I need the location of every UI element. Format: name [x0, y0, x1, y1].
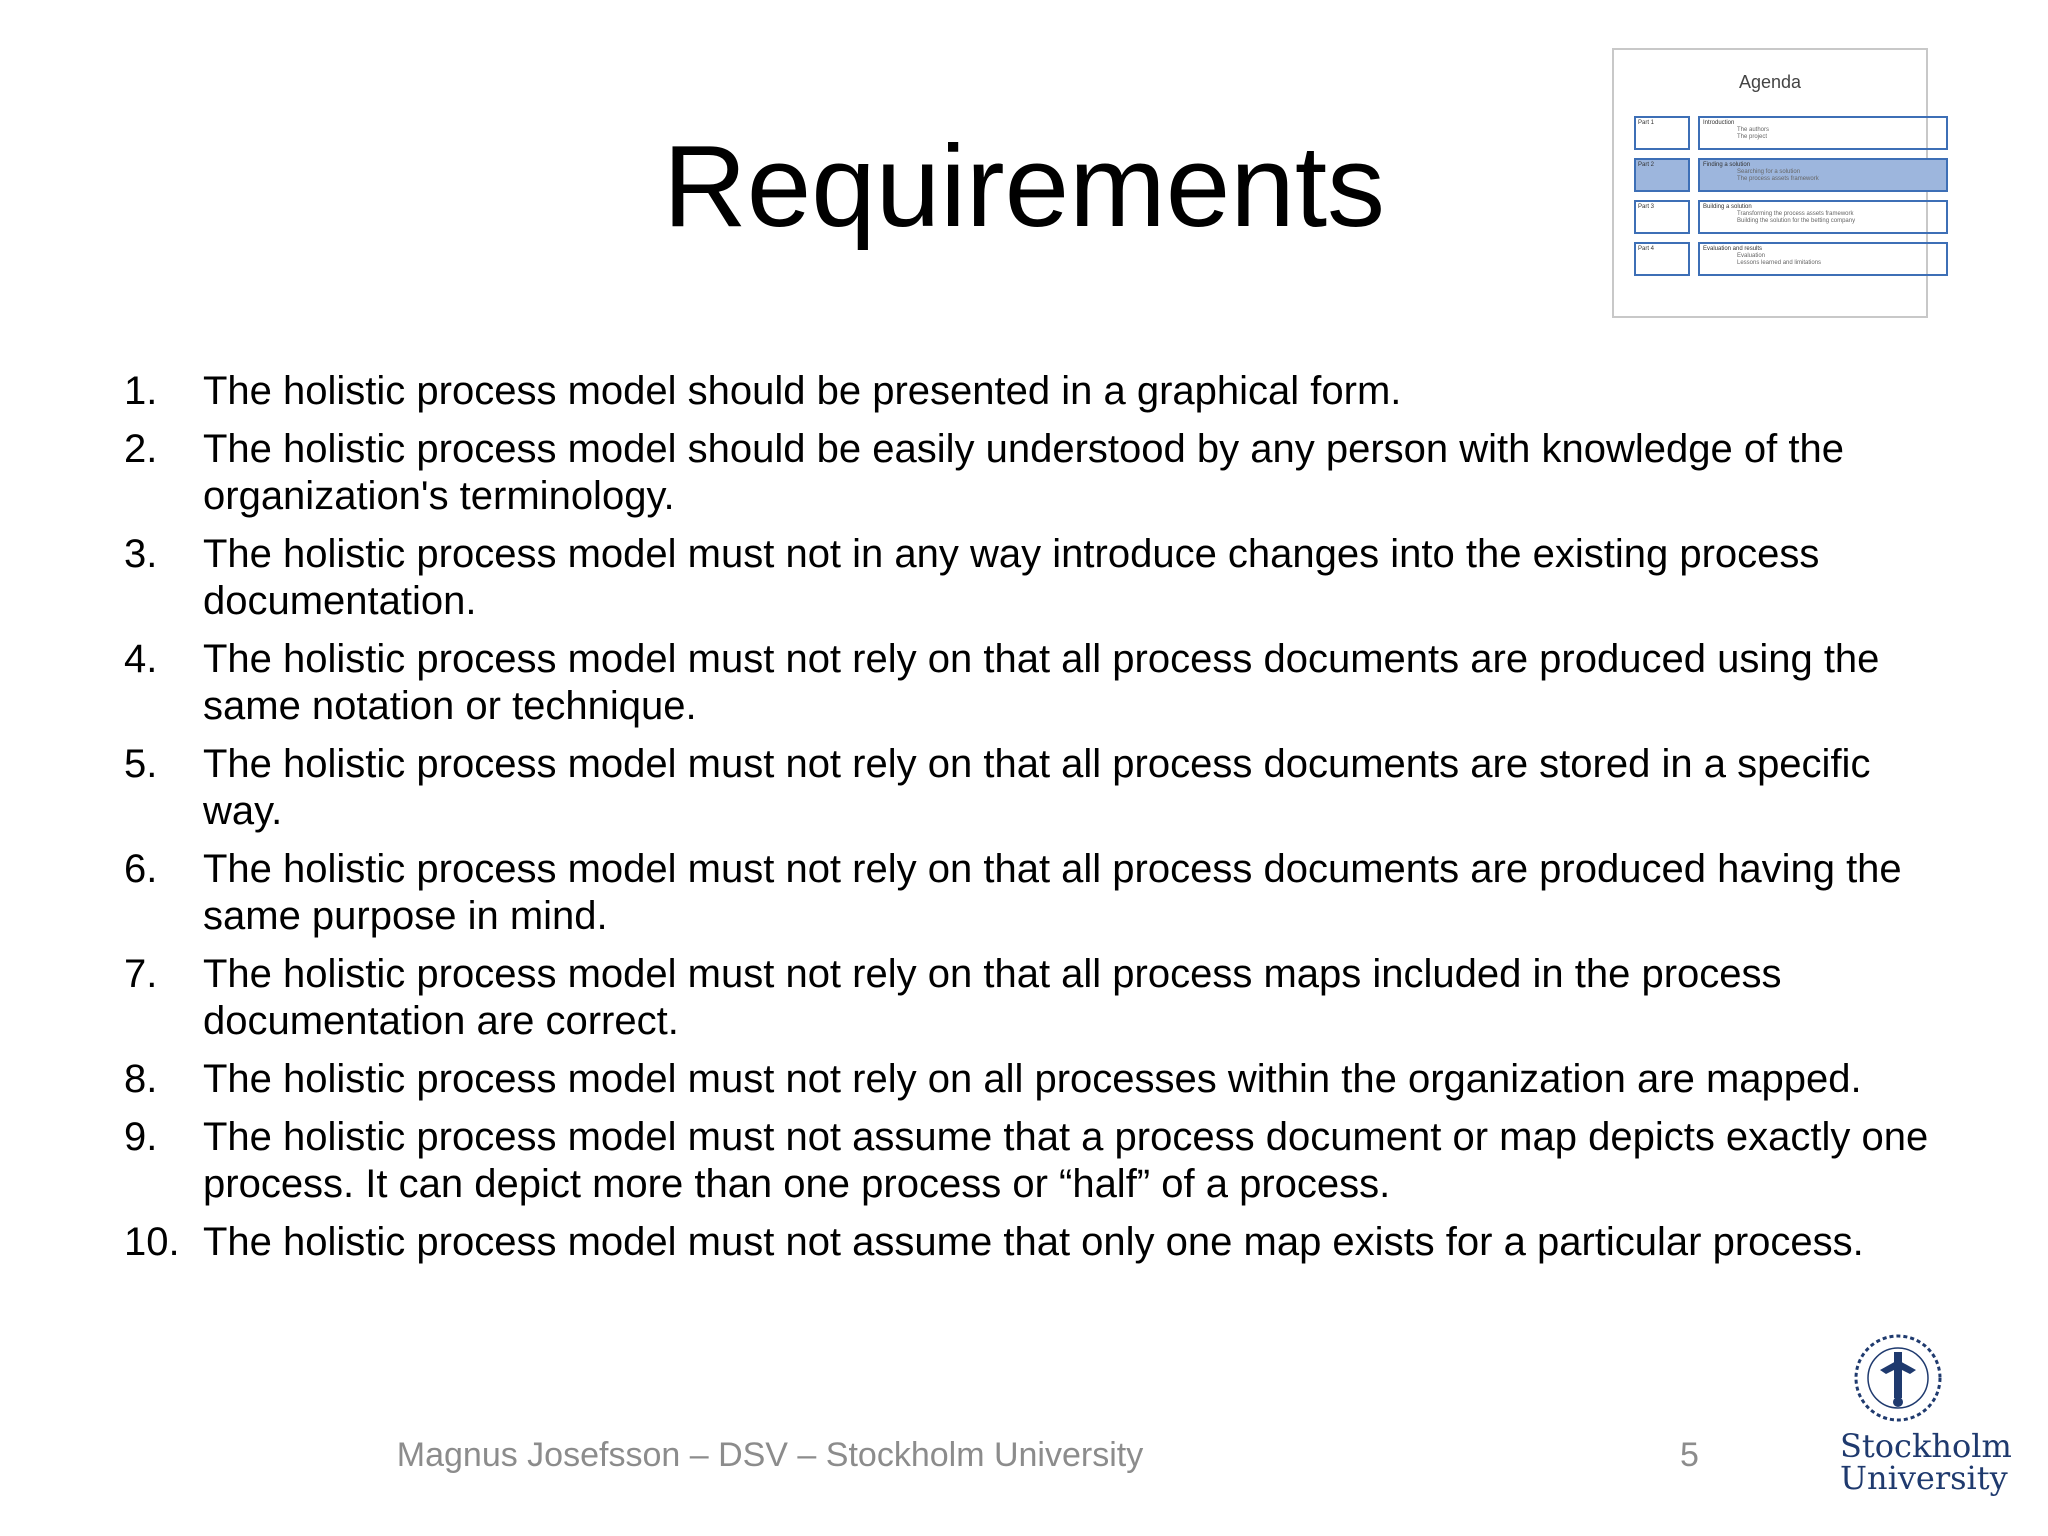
agenda-row-item: Lessons learned and limitations	[1737, 260, 1822, 266]
requirement-item	[124, 531, 1944, 625]
requirement-number: 8.	[124, 1057, 158, 1101]
requirement-item	[124, 1219, 1944, 1266]
stockholm-university-logo	[1840, 1330, 2020, 1500]
requirement-number: 1.	[124, 369, 158, 413]
page-number: 5	[1680, 1436, 1699, 1474]
requirement-number: 9.	[124, 1115, 158, 1159]
agenda-row-heading: Introduction	[1703, 120, 1735, 126]
agenda-row-item: Transforming the process assets framework	[1737, 211, 1854, 217]
requirement-number: 6.	[124, 847, 158, 891]
agenda-row-item: Searching for a solution	[1737, 169, 1801, 175]
requirement-item	[124, 636, 1944, 730]
agenda-row-item: The authors	[1737, 127, 1770, 133]
requirement-number: 5.	[124, 742, 158, 786]
requirement-number: 2.	[124, 427, 158, 471]
university-seal-icon	[1840, 1330, 2020, 1430]
requirement-text: The holistic process model must not rely on that all process documents are stored in a specific way.	[203, 742, 1871, 833]
logo-text-line: Stockholm	[1840, 1427, 2012, 1465]
agenda-row-description	[1698, 200, 1948, 234]
agenda-row	[1634, 242, 1950, 278]
agenda-row-description	[1698, 116, 1948, 150]
agenda-thumbnail	[1612, 48, 1928, 318]
requirement-text: The holistic process model must not rely on that all process documents are produced having the same purpose in mind.	[203, 847, 1902, 938]
agenda-title: Agenda	[1738, 72, 1802, 92]
agenda-row-description	[1698, 158, 1948, 192]
requirement-number: 10.	[124, 1220, 180, 1264]
agenda-row-description	[1698, 242, 1948, 276]
requirement-number: 3.	[124, 532, 158, 576]
logo-text	[1840, 1427, 2020, 1497]
agenda-row-heading: Building a solution	[1703, 204, 1752, 210]
agenda-row-item: The process assets framework	[1737, 176, 1819, 182]
requirement-number: 4.	[124, 637, 158, 681]
requirement-text: The holistic process model must not assume that only one map exists for a particular process.	[203, 1220, 1864, 1264]
agenda-part-label: Part 3	[1634, 200, 1690, 234]
agenda-row-heading: Evaluation and results	[1703, 246, 1763, 252]
requirement-number: 7.	[124, 952, 158, 996]
requirement-text: The holistic process model must not rely on that all process documents are produced using the same notation or technique.	[203, 637, 1880, 728]
requirement-text: The holistic process model must not rely on all processes within the organization are mapped.	[203, 1057, 1862, 1101]
requirement-item	[124, 1056, 1944, 1103]
requirement-text: The holistic process model must not assume that a process document or map depicts exactly one process. It can depict more than one process or “half” of a process.	[203, 1115, 1929, 1206]
logo-text-line: University	[1840, 1459, 2008, 1497]
requirement-text: The holistic process model should be easily understood by any person with knowledge of the organization's terminology.	[203, 427, 1844, 518]
requirement-item	[124, 426, 1944, 520]
requirement-text: The holistic process model must not in any way introduce changes into the existing process documentation.	[203, 532, 1820, 623]
requirement-item	[124, 951, 1944, 1045]
agenda-row-item: Evaluation	[1737, 253, 1766, 259]
slide-title: Requirements	[662, 121, 1386, 251]
requirement-item	[124, 846, 1944, 940]
agenda-row-heading: Finding a solution	[1703, 162, 1751, 168]
requirements-list	[124, 368, 1944, 1277]
agenda-row	[1634, 116, 1950, 152]
slide-footer: Magnus Josefsson – DSV – Stockholm University	[396, 1436, 1144, 1474]
agenda-row	[1634, 200, 1950, 236]
requirement-item	[124, 368, 1944, 415]
agenda-part-label: Part 2	[1634, 158, 1690, 192]
agenda-row-active	[1634, 158, 1950, 194]
requirement-text: The holistic process model should be presented in a graphical form.	[203, 369, 1402, 413]
requirement-text: The holistic process model must not rely on that all process maps included in the process documentation are correct.	[203, 952, 1782, 1043]
requirement-item	[124, 741, 1944, 835]
agenda-row-item: Building the solution for the betting company	[1737, 218, 1856, 224]
requirement-item	[124, 1114, 1944, 1208]
agenda-row-item: The project	[1737, 134, 1768, 140]
agenda-part-label: Part 1	[1634, 116, 1690, 150]
agenda-part-label: Part 4	[1634, 242, 1690, 276]
